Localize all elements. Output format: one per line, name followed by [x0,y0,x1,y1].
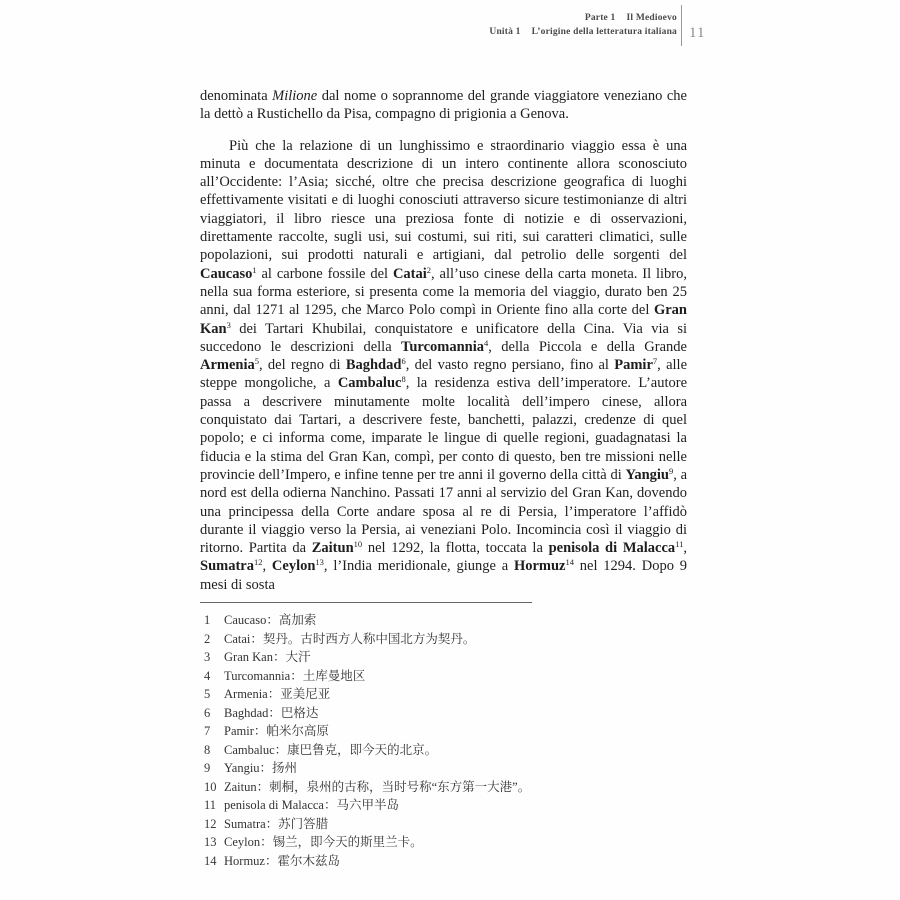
footnote-ref: 14 [565,557,574,568]
text-run: , la residenza estiva dell’imperatore. L’autore passa a descrivere minutamente molte località dell’impero cinese, allora conquistato dai Tartari, a descrivere feste, banchetti, palazzi, credenze di quel popolo; e ci informa come, imparate le lingue di quelle regioni, guadagnatasi la fiducia e la stima del Gran Kan, compì, per conto di questo, ben tre missioni nelle provincie dell’Impero, e infine tenne per tre anni il governo della città di [200,375,688,483]
footnote-number: 3 [204,650,211,664]
text-run: Gran Kan [200,302,687,337]
footnote-number: 6 [204,705,211,720]
footnote-item [204,704,694,723]
footnote-ref: 2 [426,264,432,275]
text-run: nel 1294. Dopo 9 mesi di sosta [200,558,687,593]
footnote-text: Armenia：亚美尼亚 [224,687,331,701]
text-run: al carbone fossile del [256,265,393,282]
text-run: Turcomannia [401,338,485,355]
text-run: , alle steppe mongoliche, a [200,357,687,392]
footnote-text: Cambaluc：康巴鲁克，即今天的北京。 [224,742,438,757]
text-run: Baghdad [345,357,402,374]
footnote-item [204,722,694,741]
body-text [200,87,687,594]
text-run: Sumatra [200,558,254,575]
text-run: Catai [392,265,427,282]
footnote-ref: 8 [401,374,406,385]
footnote-text: Ceylon：锡兰，即今天的斯里兰卡。 [224,835,423,849]
header-unit-title: L’origine della letteratura italiana [531,27,677,37]
text-run: Cambaluc [337,375,402,392]
text-run: Zaitun [311,540,354,557]
text-run: nel 1292, la flotta, toccata la [362,540,549,557]
footnote-text: Sumatra：苏门答腊 [224,816,329,831]
text-run: , [262,558,272,575]
page-number: 11 [689,25,706,41]
header-part-label: Parte 1 [584,13,616,23]
footnote-item [204,815,694,834]
page-header [489,11,677,39]
header-divider [681,5,682,46]
footnote-item [204,741,694,760]
text-run: , del regno di [259,357,346,374]
footnote-item [204,630,694,649]
footnote-text: penisola di Malacca：马六甲半岛 [224,798,399,812]
text-run: , all’uso cinese della carta moneta. Il libro, nella sua forma esteriore, si presenta come la memoria del viaggio, durato ben 25 anni, dal 1271 al 1295, che Marco Polo compì in Oriente fino alla corte del [200,265,687,319]
footnote-number: 7 [204,724,211,738]
footnote-item [204,685,694,704]
footnote-text: Yangiu：扬州 [224,761,298,775]
text-run: , [683,540,687,557]
footnote-item [204,648,694,667]
footnote-item [204,796,694,815]
footnote-number: 2 [204,631,211,646]
footnote-number: 5 [204,687,211,701]
text-run: Caucaso [200,265,253,282]
footnote-ref: 4 [484,337,489,348]
text-run: , della Piccola e della Grande [488,338,687,355]
footnote-item [204,611,694,630]
text-run: Milione [272,88,318,104]
header-part-title: Il Medioevo [626,13,677,23]
footnote-number: 14 [204,853,217,868]
text-run: Più che la relazione di un lunghissimo e straordinario viaggio essa è una minuta e documentata descrizione di un intero continente allora sconosciuto all’Occidente: l’Asia; sicché, oltre che precisa descrizione geografica di luoghi effettivamente visitati e di luoghi conosciuti attraverso sicure testimonianze di altri viaggiatori, il libro riesce una preziosa fonte di notizie e di osservazioni, direttamente raccolte, sugli usi, sui costumi, sui riti, sui caratteri climatici, sulle popolazioni, sui prodotti naturali e artigiani, dal petrolio delle sorgenti del [200,137,687,264]
footnote-item [204,667,694,686]
footnote-item [204,852,694,871]
footnote-text: Pamir：帕米尔高原 [224,724,329,738]
header-unit-label: Unità 1 [489,27,521,37]
footnote-ref: 10 [353,539,363,550]
footnote-ref: 12 [253,557,263,568]
footnote-text: Caucaso：高加索 [224,613,317,627]
header-line-unit [489,25,677,39]
footnote-ref: 11 [675,539,684,550]
text-run: Ceylon [271,558,316,575]
footnote-separator [200,602,532,603]
footnote-text: Gran Kan：大汗 [224,650,311,664]
text-run: denominata [200,88,273,104]
header-line-part [489,11,677,25]
footnote-number: 1 [204,613,211,627]
text-run: , l’India meridionale, giunge a [323,558,514,575]
text-run: Pamir [614,357,653,374]
footnote-ref: 3 [226,319,231,330]
footnote-number: 4 [204,668,211,683]
footnote-number: 12 [204,816,217,831]
text-run: dal nome o soprannome del grande viaggiatore veneziano che la dettò a Rustichello da Pisa, compagno di prigionia a Genova. [200,88,687,123]
footnote-item [204,759,694,778]
footnote-text: Catai：契丹。古时西方人称中国北方为契丹。 [224,631,476,646]
paragraph [200,87,687,124]
text-run: penisola di Malacca [548,540,676,557]
footnote-ref: 7 [652,356,658,367]
text-run: Yangiu [625,466,669,483]
footnote-text: Baghdad：巴格达 [224,705,319,720]
footnote-ref: 1 [252,264,257,275]
footnote-item [204,833,694,852]
paragraph [200,137,687,594]
footnotes [204,611,694,870]
footnote-ref: 5 [254,356,260,367]
footnote-item [204,778,694,797]
footnote-ref: 13 [315,557,324,568]
text-run: Hormuz [513,558,566,575]
footnote-number: 9 [204,761,211,775]
text-run: dei Tartari Khubilai, conquistatore e unificatore della Cina. Via via si succedono le descrizioni della [200,320,687,355]
footnote-ref: 6 [401,356,406,367]
footnote-text: Hormuz：霍尔木兹岛 [224,853,340,868]
text-run: , del vasto regno persiano, fino al [405,357,615,374]
footnote-ref: 9 [668,465,674,476]
text-run: , a nord est della odierna Nanchino. Passati 17 anni al servizio del Gran Kan, dovendo una principessa della Corte andare sposa al re di Persia, l’imperatore l’affidò durante il viaggio verso la Persia, ai veneziani Polo. Incomincia così il viaggio di ritorno. Partita da [200,466,688,557]
footnote-text: Zaitun：刺桐，泉州的古称，当时号称“东方第一大港”。 [224,779,531,794]
footnote-number: 11 [204,798,217,812]
text-run: Armenia [200,357,255,374]
footnote-text: Turcomannia：土库曼地区 [224,668,366,683]
footnote-number: 10 [204,779,217,794]
footnote-number: 13 [204,835,217,849]
footnote-number: 8 [204,742,211,757]
